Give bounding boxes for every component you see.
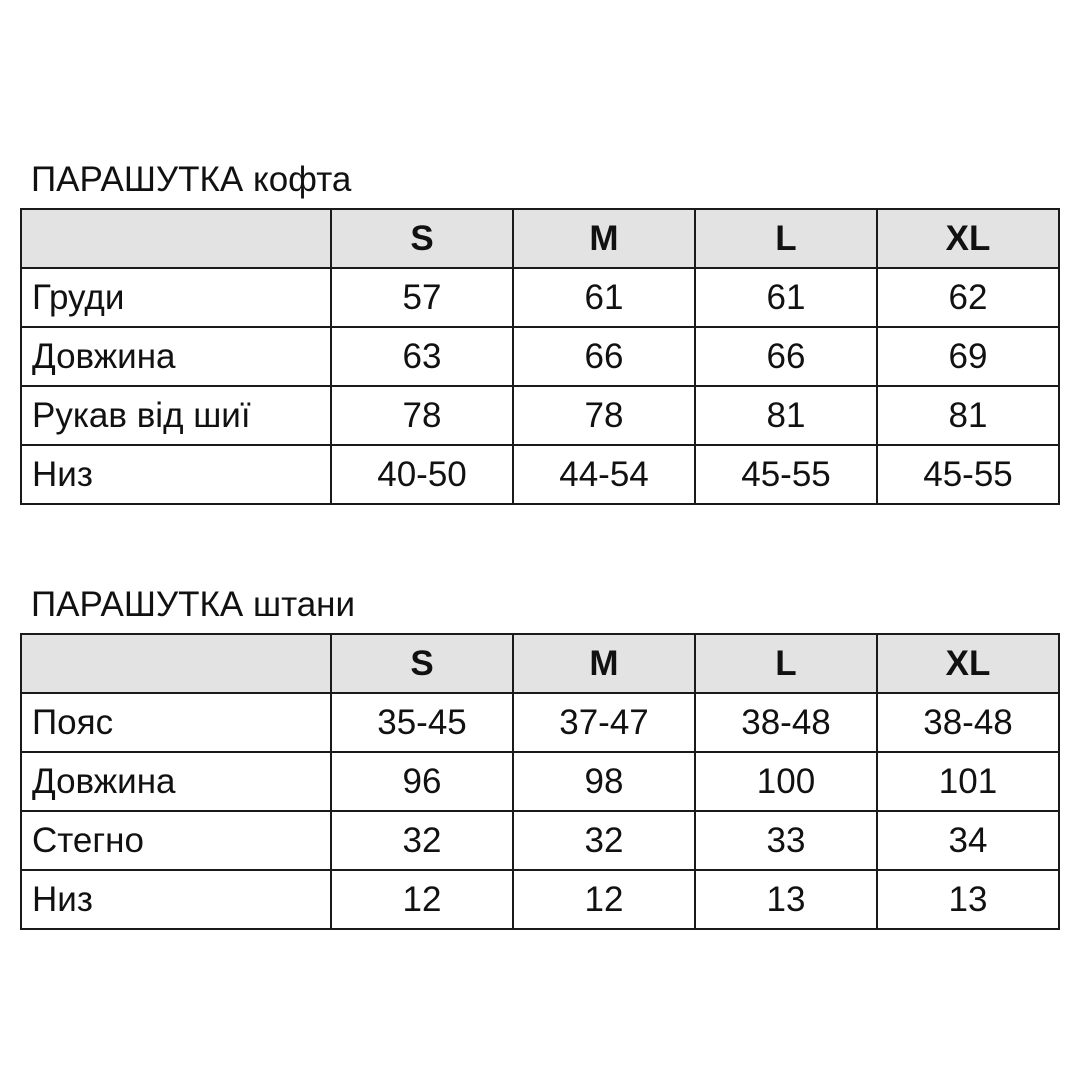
row-label: Довжина <box>21 752 331 811</box>
table-cell: 13 <box>695 870 877 929</box>
table-cell: 34 <box>877 811 1059 870</box>
header-cell-size: S <box>331 634 513 693</box>
table-cell: 100 <box>695 752 877 811</box>
header-cell-size: L <box>695 209 877 268</box>
table-cell: 66 <box>695 327 877 386</box>
table-cell: 12 <box>513 870 695 929</box>
header-cell-size: XL <box>877 634 1059 693</box>
table-cell: 37-47 <box>513 693 695 752</box>
table-row <box>21 693 1059 752</box>
table-cell: 81 <box>877 386 1059 445</box>
table-row <box>21 752 1059 811</box>
table-cell: 98 <box>513 752 695 811</box>
row-label: Груди <box>21 268 331 327</box>
table-cell: 38-48 <box>695 693 877 752</box>
table-cell: 61 <box>513 268 695 327</box>
table-cell: 38-48 <box>877 693 1059 752</box>
table-header-row <box>21 209 1059 268</box>
table-cell: 96 <box>331 752 513 811</box>
table-cell: 63 <box>331 327 513 386</box>
table-cell: 40-50 <box>331 445 513 504</box>
table-cell: 101 <box>877 752 1059 811</box>
row-label: Низ <box>21 870 331 929</box>
table-row <box>21 268 1059 327</box>
table-cell: 32 <box>331 811 513 870</box>
table-cell: 81 <box>695 386 877 445</box>
table-cell: 12 <box>331 870 513 929</box>
table-cell: 78 <box>513 386 695 445</box>
table-header-row <box>21 634 1059 693</box>
header-cell-size: L <box>695 634 877 693</box>
row-label: Довжина <box>21 327 331 386</box>
row-label: Низ <box>21 445 331 504</box>
header-cell-size: S <box>331 209 513 268</box>
header-cell-size: M <box>513 634 695 693</box>
table-cell: 32 <box>513 811 695 870</box>
header-cell-size: M <box>513 209 695 268</box>
table-cell: 69 <box>877 327 1059 386</box>
table-cell: 66 <box>513 327 695 386</box>
table-cell: 13 <box>877 870 1059 929</box>
table-cell: 33 <box>695 811 877 870</box>
table-cell: 44-54 <box>513 445 695 504</box>
header-cell-empty <box>21 209 331 268</box>
table-cell: 62 <box>877 268 1059 327</box>
table-cell: 61 <box>695 268 877 327</box>
section-title-pants: ПАРАШУТКА штани <box>31 585 356 624</box>
table-row <box>21 445 1059 504</box>
header-cell-empty <box>21 634 331 693</box>
table-row <box>21 386 1059 445</box>
table-row <box>21 811 1059 870</box>
row-label: Стегно <box>21 811 331 870</box>
table-cell: 35-45 <box>331 693 513 752</box>
row-label: Рукав від шиї <box>21 386 331 445</box>
table-row <box>21 870 1059 929</box>
table-row <box>21 327 1059 386</box>
section-title-top: ПАРАШУТКА кофта <box>31 160 352 199</box>
table-cell: 45-55 <box>877 445 1059 504</box>
header-cell-size: XL <box>877 209 1059 268</box>
size-table-pants <box>20 633 1060 930</box>
table-cell: 78 <box>331 386 513 445</box>
row-label: Пояс <box>21 693 331 752</box>
table-cell: 45-55 <box>695 445 877 504</box>
size-table-top <box>20 208 1060 505</box>
table-cell: 57 <box>331 268 513 327</box>
